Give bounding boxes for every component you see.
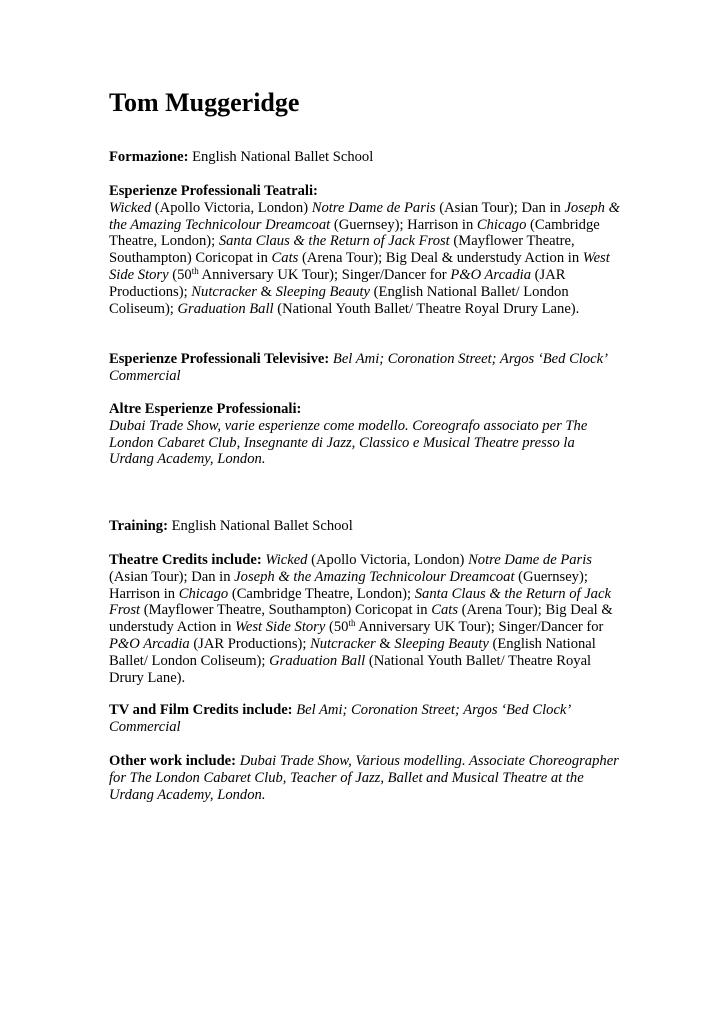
credit-title: Joseph & the Amazing Technicolour Dreamcoat	[234, 568, 515, 585]
credit-title: P&O Arcadia	[109, 635, 190, 652]
ordinal-superscript: th	[348, 618, 356, 629]
anniversary-number	[325, 619, 355, 635]
credit-title: Cats	[271, 250, 299, 267]
credit-title: West Side Story	[235, 619, 326, 636]
theatre-credits-label: Theatre Credits include:	[109, 552, 262, 568]
other-work-value: Dubai Trade Show, Various modelling. Associate Choreographer for The London Cabaret Club, Teacher of Jazz, Ballet and Musical Theatre at the Urdang Academy, London.	[109, 753, 619, 803]
credit-title: Nutcracker	[191, 283, 257, 300]
credit-title: Joseph & the Amazing Technicolour Dreamcoat	[109, 199, 620, 233]
credit-title: P&O Arcadia	[450, 266, 531, 283]
credit-title: Cats	[431, 602, 458, 619]
credit-title: Notre Dame de Paris	[311, 199, 436, 216]
credit-title: Graduation Ball	[177, 300, 274, 317]
credit-detail: &	[256, 283, 276, 300]
anniversary-number	[169, 267, 199, 283]
altre-paragraph	[109, 401, 621, 468]
credit-detail: (Cambridge Theatre, London);	[109, 216, 600, 250]
credit-title: Notre Dame de Paris	[468, 552, 592, 568]
training-label: Training:	[109, 518, 168, 534]
credit-detail: (50	[325, 619, 349, 636]
credit-title: Nutcracker	[310, 635, 376, 652]
tv-credits-paragraph	[109, 702, 621, 736]
credit-detail: (English National Ballet/ London Coliseum);	[109, 283, 569, 317]
credit-detail: (Guernsey); Harrison in	[330, 216, 477, 233]
televisive-paragraph	[109, 351, 621, 385]
credit-detail: (Apollo Victoria, London)	[307, 552, 469, 568]
credit-detail: (National Youth Ballet/ Theatre Royal Drury Lane).	[273, 300, 580, 317]
credit-title: Wicked	[265, 552, 308, 568]
training-value: English National Ballet School	[171, 518, 353, 534]
credit-detail: (Asian Tour); Dan in	[435, 199, 565, 216]
formazione-paragraph	[109, 149, 621, 166]
theatre-credits-paragraph	[109, 552, 621, 686]
teatrali-text	[109, 200, 620, 317]
credit-detail: (English National Ballet/ London Coliseum);	[109, 635, 596, 669]
credit-detail: (JAR Productions);	[109, 266, 566, 300]
training-paragraph	[109, 518, 621, 535]
televisive-label: Esperienze Professionali Televisive:	[109, 351, 330, 367]
altre-value: Dubai Trade Show, varie esperienze come modello. Coreografo associato per The London Cabaret Club, Insegnante di Jazz, Classico e Musical Theatre presso la Urdang Academy, London.	[109, 417, 588, 468]
credit-detail: (Mayflower Theatre, Southampton) Coricopat in	[109, 233, 575, 267]
credit-detail: (JAR Productions);	[189, 635, 311, 652]
teatrali-paragraph	[109, 183, 621, 317]
teatrali-heading: Esperienze Professionali Teatrali:	[109, 183, 318, 199]
credit-title: Graduation Ball	[269, 652, 366, 669]
credit-detail: (Mayflower Theatre, Southampton) Coricopat in	[140, 602, 432, 619]
theatre-credits-text	[109, 552, 613, 686]
credit-title: Santa Claus & the Return of Jack Frost	[218, 233, 450, 250]
person-name: Tom Muggeridge	[109, 88, 300, 117]
other-work-label: Other work include:	[109, 753, 237, 769]
credit-title: Santa Claus & the Return of Jack Frost	[109, 585, 611, 619]
credit-title: Sleeping Beauty	[275, 283, 371, 300]
tv-credits-label: TV and Film Credits include:	[109, 702, 293, 718]
ordinal-superscript: th	[191, 265, 199, 276]
credit-title: Wicked	[109, 199, 152, 216]
credit-title: Chicago	[476, 216, 527, 233]
credit-detail: (Apollo Victoria, London)	[151, 199, 312, 216]
credit-detail: (Guernsey); Harrison in	[109, 568, 588, 602]
televisive-value: Bel Ami; Coronation Street; Argos ‘Bed Clock’ Commercial	[109, 351, 607, 384]
credit-detail: (50	[168, 266, 192, 283]
credit-title: Chicago	[178, 585, 229, 602]
altre-heading: Altre Esperienze Professionali:	[109, 401, 302, 417]
credit-detail: (Asian Tour); Dan in	[109, 568, 235, 585]
credit-detail: (Cambridge Theatre, London);	[228, 585, 415, 602]
credit-detail: (Arena Tour); Big Deal & understudy Action in	[109, 602, 613, 636]
other-work-paragraph	[109, 753, 621, 803]
credit-title: West Side Story	[109, 250, 610, 283]
credit-detail: (Arena Tour); Big Deal & understudy Action in	[298, 250, 583, 267]
credit-detail: Anniversary UK Tour); Singer/Dancer for	[355, 619, 604, 636]
formazione-value: English National Ballet School	[192, 149, 374, 165]
tv-credits-value: Bel Ami; Coronation Street; Argos ‘Bed Clock’ Commercial	[109, 702, 570, 735]
formazione-label: Formazione:	[109, 149, 189, 165]
credit-detail: Anniversary UK Tour); Singer/Dancer for	[198, 266, 451, 283]
credit-detail: (National Youth Ballet/ Theatre Royal Drury Lane).	[109, 652, 592, 686]
credit-title: Sleeping Beauty	[394, 635, 489, 652]
credit-detail: &	[375, 635, 395, 652]
